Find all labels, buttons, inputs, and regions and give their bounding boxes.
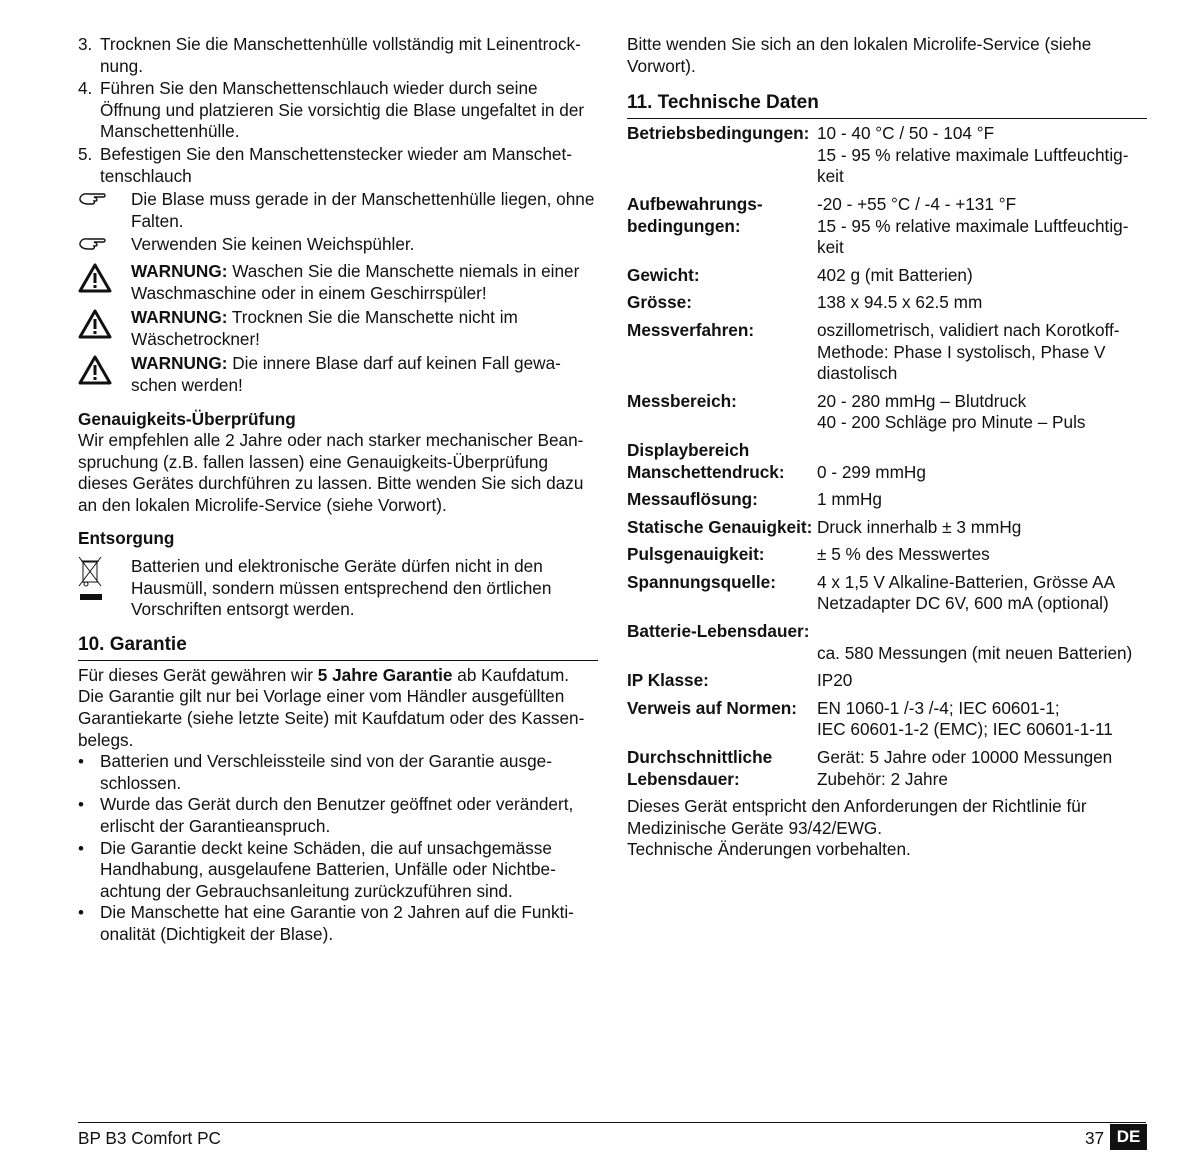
spec-row (627, 391, 1147, 434)
spec-row (627, 670, 1147, 692)
warning-label: WARNUNG: (131, 353, 228, 374)
step-item (78, 34, 598, 77)
accuracy-text: Wir empfehlen alle 2 Jahre oder nach starker mechanischer Beanspruchung (z.B. fallen lassen) eine Genauigkeits-Überprüfung dieses Gerätes durchführen zu lassen. Bitte wenden Sie sich dazu an den lokalen Microlife-Service (siehe Vorwort). (78, 430, 584, 515)
spec-row (627, 265, 1147, 287)
spec-value: ± 5 % des Messwertes (817, 544, 990, 565)
spec-value: -20 - +55 °C / -4 - +131 °F 15 - 95 % relative maximale Luftfeuchtigkeit (817, 193, 1129, 258)
spec-table (627, 123, 1147, 790)
spec-value: EN 1060-1 /-3 /-4; IEC 60601-1; IEC 60601-1-2 (EMC); IEC 60601-1-11 (817, 697, 1113, 740)
spec-row (627, 517, 1147, 539)
warranty-bullets (78, 751, 598, 945)
step-number: 4. (78, 78, 93, 99)
spec-row (627, 489, 1147, 511)
warning-item (78, 307, 598, 350)
step-text: Führen Sie den Manschettenschlauch wieder durch seine Öffnung und platzieren Sie vorsichtig die Blase ungefaltet in der Manschettenhülle. (100, 78, 585, 142)
crossed-bin-icon (78, 556, 131, 621)
list-item: • Die Garantie deckt keine Schäden, die auf unsachgemässe Handhabung, ausgelaufene Batterien, Unfälle oder Nichtbeachtung der Gebrauchsanleitung zurückzuführen sind. (78, 837, 556, 901)
accuracy-heading: Genauigkeits-Überprüfung (78, 408, 296, 429)
spec-row (627, 123, 1147, 188)
warranty-heading: 10. Garantie (78, 633, 598, 661)
closing-text: Dieses Gerät entspricht den Anforderungen der Richtlinie für Medizinische Geräte 93/42/EWG. Technische Änderungen vorbehalten. (627, 796, 1087, 860)
spec-value: 138 x 94.5 x 62.5 mm (817, 292, 983, 313)
list-item: • Wurde das Gerät durch den Benutzer geöffnet oder verändert, erlischt der Garantieanspruch. (78, 794, 574, 836)
step-number: 5. (78, 143, 93, 164)
spec-value: 0 - 299 mmHg (817, 461, 926, 482)
left-column (78, 34, 598, 946)
step-item (78, 78, 598, 143)
spec-value: Druck innerhalb ± 3 mmHg (817, 516, 1022, 537)
tech-heading: 11. Technische Daten (627, 91, 1147, 119)
footer-product: BP B3 Comfort PC (78, 1128, 221, 1148)
warning-item (78, 353, 598, 396)
list-item: • Batterien und Verschleissteile sind von der Garantie ausgeschlossen. (78, 751, 552, 793)
spec-label: Messauflösung: (627, 489, 758, 510)
language-badge: DE (1110, 1124, 1147, 1150)
spec-row (627, 747, 1147, 790)
disposal-text: Batterien und elektronische Geräte dürfen nicht in den Hausmüll, sondern müssen entsprechend den örtlichen Vorschriften entsorgt werden. (131, 556, 552, 620)
spec-row (627, 544, 1147, 566)
warning-item (78, 261, 598, 304)
spec-value: 402 g (mit Batterien) (817, 264, 973, 285)
warranty-bold: 5 Jahre Garantie (317, 664, 453, 685)
right-column (627, 34, 1147, 861)
spec-label: Messbereich: (627, 390, 737, 411)
spec-label: Statische Genauigkeit: (627, 516, 813, 537)
step-text: Trocknen Sie die Manschettenhülle vollständig mit Leinentrocknung. (100, 34, 581, 76)
spec-label: Spannungsquelle: (627, 571, 776, 592)
warning-text: Trocknen Sie die Manschette nicht im Wäschetrockner! (131, 307, 518, 349)
spec-label: Aufbewahrungsbedingungen: (627, 193, 763, 236)
spec-label: Durchschnittliche Lebensdauer: (627, 747, 773, 789)
warning-text: Waschen Sie die Manschette niemals in einer Waschmaschine oder in einem Geschirrspüler! (131, 260, 580, 303)
spec-label: Messverfahren: (627, 319, 755, 340)
spec-value: oszillometrisch, validiert nach Korotkoff-Methode: Phase I systolisch, Phase V diastolisch (817, 319, 1120, 384)
spec-row (627, 572, 1147, 615)
warranty-intro: Für dieses Gerät gewähren wir 5 Jahre Garantie ab Kaufdatum. Die Garantie gilt nur bei Vorlage einer vom Händler ausgefüllten Garantiekarte (siehe letzte Seite) mit Kaufdatum oder des Kassenbelegs. (78, 664, 585, 750)
spec-label: Pulsgenauigkeit: (627, 544, 765, 565)
warning-icon (78, 261, 131, 304)
spec-label: Batterie-Lebensdauer: (627, 621, 810, 642)
spec-row (627, 440, 1147, 483)
warning-icon (78, 353, 131, 396)
step-number: 3. (78, 34, 93, 54)
spec-label: Gewicht: (627, 264, 700, 285)
spec-value: 10 - 40 °C / 50 - 104 °F 15 - 95 % relative maximale Luftfeuchtigkeit (817, 123, 1129, 187)
spec-label: Grösse: (627, 292, 692, 313)
warning-label: WARNUNG: (131, 307, 228, 328)
warning-label: WARNUNG: (131, 260, 228, 281)
service-intro: Bitte wenden Sie sich an den lokalen Microlife-Service (siehe Vorwort). (627, 34, 1092, 76)
spec-row (627, 194, 1147, 259)
pointing-hand-icon (78, 189, 131, 232)
spec-row (627, 292, 1147, 314)
hint-item (78, 234, 598, 258)
step-item (78, 144, 598, 187)
spec-value: 20 - 280 mmHg – Blutdruck 40 - 200 Schläge pro Minute – Puls (817, 390, 1086, 433)
spec-value: IP20 (817, 670, 853, 691)
spec-row (627, 698, 1147, 741)
spec-value: ca. 580 Messungen (mit neuen Batterien) (817, 642, 1133, 663)
warning-icon (78, 307, 131, 350)
hint-text: Verwenden Sie keinen Weichspühler. (131, 234, 415, 255)
page-number: 37 (1085, 1128, 1105, 1148)
disposal-heading: Entsorgung (78, 528, 175, 549)
disposal-item (78, 556, 598, 621)
spec-value: 4 x 1,5 V Alkaline-Batterien, Grösse AA Netzadapter DC 6V, 600 mA (optional) (817, 571, 1116, 614)
footer-divider (78, 1122, 1146, 1123)
spec-label: Displaybereich Manschettendruck: (627, 439, 785, 482)
hint-item (78, 189, 598, 232)
warning-text: Die innere Blase darf auf keinen Fall gewaschen werden! (131, 353, 561, 395)
step-text: Befestigen Sie den Manschettenstecker wieder am Manschettenschlauch (100, 143, 572, 186)
pointing-hand-icon (78, 234, 131, 258)
spec-value: Gerät: 5 Jahre oder 10000 Messungen Zubehör: 2 Jahre (817, 747, 1113, 789)
hint-text: Die Blase muss gerade in der Manschettenhülle liegen, ohne Falten. (131, 189, 595, 231)
steps-list (78, 34, 598, 187)
spec-label: Verweis auf Normen: (627, 697, 798, 718)
spec-label: Betriebsbedingungen: (627, 123, 810, 144)
spec-value: 1 mmHg (817, 489, 882, 510)
spec-row (627, 621, 1147, 664)
spec-row (627, 320, 1147, 385)
list-item: • Die Manschette hat eine Garantie von 2 Jahren auf die Funktionalität (Dichtigkeit der Blase). (78, 902, 574, 944)
spec-label: IP Klasse: (627, 670, 709, 691)
